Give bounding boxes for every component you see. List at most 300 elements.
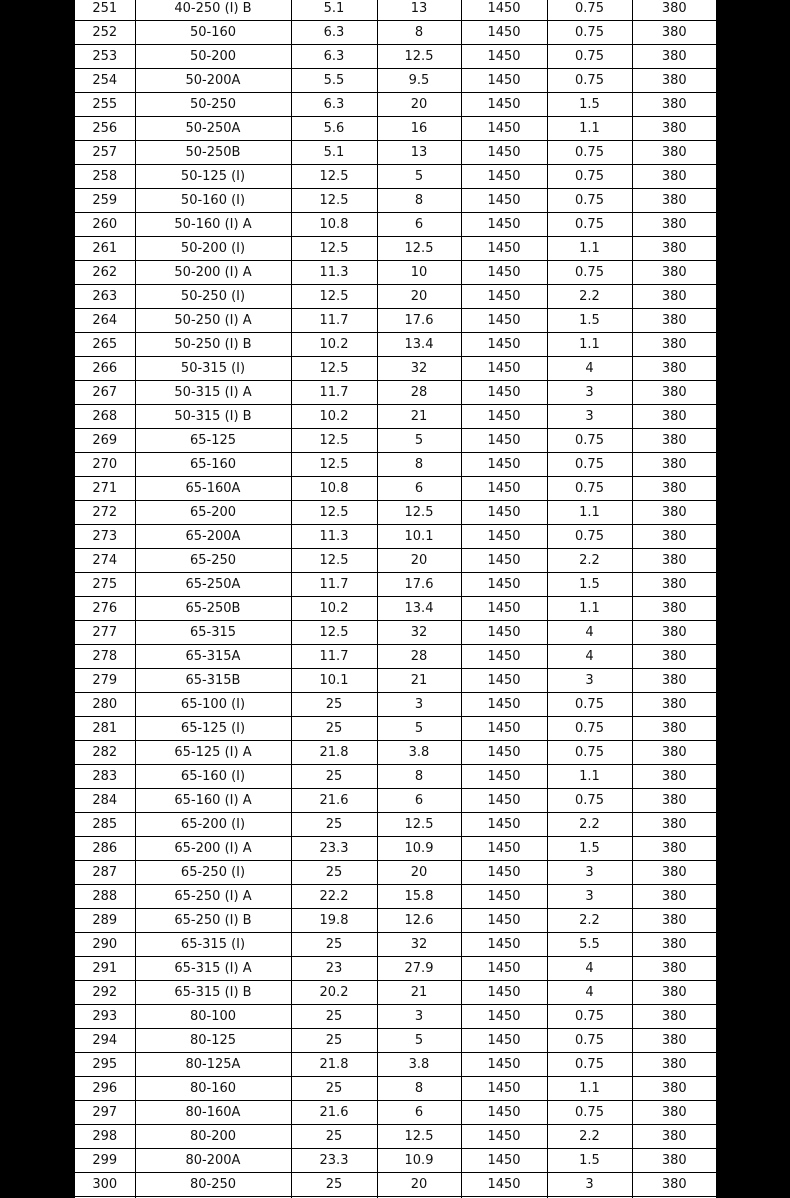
flow-cell: 19.8 xyxy=(291,909,377,933)
speed-cell: 1450 xyxy=(461,837,547,861)
speed-cell: 1450 xyxy=(461,981,547,1005)
flow-cell: 11.7 xyxy=(291,381,377,405)
head-cell: 15.8 xyxy=(377,885,461,909)
model-cell: 65-160 (I) xyxy=(135,765,291,789)
speed-cell: 1450 xyxy=(461,597,547,621)
row-number-cell: 300 xyxy=(75,1173,135,1197)
voltage-cell: 380 xyxy=(632,213,716,237)
voltage-cell: 380 xyxy=(632,93,716,117)
row-number-cell: 265 xyxy=(75,333,135,357)
speed-cell: 1450 xyxy=(461,957,547,981)
head-cell: 8 xyxy=(377,1077,461,1101)
table-row xyxy=(75,1101,716,1125)
table-row xyxy=(75,1077,716,1101)
model-cell: 65-315 xyxy=(135,621,291,645)
flow-cell: 12.5 xyxy=(291,453,377,477)
power-cell: 0.75 xyxy=(547,525,632,549)
flow-cell: 25 xyxy=(291,1173,377,1197)
flow-cell: 21.8 xyxy=(291,1053,377,1077)
head-cell: 20 xyxy=(377,1173,461,1197)
power-cell: 1.5 xyxy=(547,93,632,117)
speed-cell: 1450 xyxy=(461,645,547,669)
power-cell: 1.1 xyxy=(547,237,632,261)
table-row xyxy=(75,1173,716,1197)
power-cell: 4 xyxy=(547,357,632,381)
flow-cell: 12.5 xyxy=(291,285,377,309)
model-cell: 50-250 xyxy=(135,93,291,117)
head-cell: 6 xyxy=(377,789,461,813)
speed-cell: 1450 xyxy=(461,549,547,573)
spec-sheet xyxy=(75,0,716,1198)
row-number-cell: 282 xyxy=(75,741,135,765)
head-cell: 5 xyxy=(377,429,461,453)
voltage-cell: 380 xyxy=(632,525,716,549)
row-number-cell: 272 xyxy=(75,501,135,525)
voltage-cell: 380 xyxy=(632,237,716,261)
head-cell: 3.8 xyxy=(377,1053,461,1077)
voltage-cell: 380 xyxy=(632,981,716,1005)
power-cell: 0.75 xyxy=(547,45,632,69)
row-number-cell: 279 xyxy=(75,669,135,693)
flow-cell: 25 xyxy=(291,717,377,741)
speed-cell: 1450 xyxy=(461,861,547,885)
power-cell: 1.5 xyxy=(547,573,632,597)
voltage-cell: 380 xyxy=(632,69,716,93)
voltage-cell: 380 xyxy=(632,1173,716,1197)
model-cell: 65-315 (I) A xyxy=(135,957,291,981)
model-cell: 65-250 (I) B xyxy=(135,909,291,933)
power-cell: 3 xyxy=(547,1173,632,1197)
power-cell: 0.75 xyxy=(547,429,632,453)
head-cell: 3 xyxy=(377,1005,461,1029)
voltage-cell: 380 xyxy=(632,1101,716,1125)
speed-cell: 1450 xyxy=(461,45,547,69)
head-cell: 16 xyxy=(377,117,461,141)
head-cell: 27.9 xyxy=(377,957,461,981)
model-cell: 50-160 (I) xyxy=(135,189,291,213)
head-cell: 12.5 xyxy=(377,1125,461,1149)
model-cell: 65-250A xyxy=(135,573,291,597)
voltage-cell: 380 xyxy=(632,837,716,861)
speed-cell: 1450 xyxy=(461,885,547,909)
flow-cell: 25 xyxy=(291,813,377,837)
voltage-cell: 380 xyxy=(632,645,716,669)
flow-cell: 21.6 xyxy=(291,1101,377,1125)
power-cell: 3 xyxy=(547,885,632,909)
flow-cell: 11.7 xyxy=(291,573,377,597)
voltage-cell: 380 xyxy=(632,1077,716,1101)
speed-cell: 1450 xyxy=(461,237,547,261)
voltage-cell: 380 xyxy=(632,909,716,933)
flow-cell: 11.7 xyxy=(291,645,377,669)
power-cell: 3 xyxy=(547,405,632,429)
row-number-cell: 263 xyxy=(75,285,135,309)
flow-cell: 12.5 xyxy=(291,429,377,453)
speed-cell: 1450 xyxy=(461,261,547,285)
flow-cell: 11.3 xyxy=(291,525,377,549)
power-cell: 1.1 xyxy=(547,765,632,789)
row-number-cell: 267 xyxy=(75,381,135,405)
speed-cell: 1450 xyxy=(461,405,547,429)
flow-cell: 12.5 xyxy=(291,501,377,525)
speed-cell: 1450 xyxy=(461,1149,547,1173)
power-cell: 3 xyxy=(547,669,632,693)
head-cell: 32 xyxy=(377,357,461,381)
voltage-cell: 380 xyxy=(632,405,716,429)
row-number-cell: 297 xyxy=(75,1101,135,1125)
voltage-cell: 380 xyxy=(632,621,716,645)
power-cell: 2.2 xyxy=(547,909,632,933)
speed-cell: 1450 xyxy=(461,333,547,357)
flow-cell: 10.2 xyxy=(291,405,377,429)
speed-cell: 1450 xyxy=(461,669,547,693)
model-cell: 50-250 (I) A xyxy=(135,309,291,333)
power-cell: 5.5 xyxy=(547,933,632,957)
table-row xyxy=(75,69,716,93)
head-cell: 13.4 xyxy=(377,333,461,357)
power-cell: 0.75 xyxy=(547,453,632,477)
head-cell: 21 xyxy=(377,981,461,1005)
model-cell: 65-125 (I) A xyxy=(135,741,291,765)
row-number-cell: 295 xyxy=(75,1053,135,1077)
head-cell: 20 xyxy=(377,549,461,573)
table-row xyxy=(75,1029,716,1053)
table-row xyxy=(75,237,716,261)
flow-cell: 12.5 xyxy=(291,549,377,573)
flow-cell: 10.1 xyxy=(291,669,377,693)
flow-cell: 12.5 xyxy=(291,357,377,381)
table-row xyxy=(75,837,716,861)
flow-cell: 25 xyxy=(291,861,377,885)
flow-cell: 25 xyxy=(291,693,377,717)
head-cell: 9.5 xyxy=(377,69,461,93)
speed-cell: 1450 xyxy=(461,813,547,837)
voltage-cell: 380 xyxy=(632,333,716,357)
pump-spec-table-body xyxy=(75,0,716,1198)
voltage-cell: 380 xyxy=(632,573,716,597)
speed-cell: 1450 xyxy=(461,141,547,165)
voltage-cell: 380 xyxy=(632,669,716,693)
flow-cell: 12.5 xyxy=(291,165,377,189)
speed-cell: 1450 xyxy=(461,381,547,405)
head-cell: 13.4 xyxy=(377,597,461,621)
speed-cell: 1450 xyxy=(461,1029,547,1053)
flow-cell: 11.3 xyxy=(291,261,377,285)
table-row xyxy=(75,981,716,1005)
model-cell: 50-125 (I) xyxy=(135,165,291,189)
table-row xyxy=(75,93,716,117)
model-cell: 50-200 (I) A xyxy=(135,261,291,285)
table-row xyxy=(75,189,716,213)
row-number-cell: 281 xyxy=(75,717,135,741)
table-row xyxy=(75,477,716,501)
table-row xyxy=(75,1149,716,1173)
speed-cell: 1450 xyxy=(461,1077,547,1101)
voltage-cell: 380 xyxy=(632,165,716,189)
voltage-cell: 380 xyxy=(632,357,716,381)
model-cell: 65-250 (I) A xyxy=(135,885,291,909)
speed-cell: 1450 xyxy=(461,933,547,957)
voltage-cell: 380 xyxy=(632,141,716,165)
power-cell: 0.75 xyxy=(547,261,632,285)
speed-cell: 1450 xyxy=(461,765,547,789)
speed-cell: 1450 xyxy=(461,1053,547,1077)
power-cell: 0.75 xyxy=(547,21,632,45)
table-row xyxy=(75,525,716,549)
voltage-cell: 380 xyxy=(632,285,716,309)
speed-cell: 1450 xyxy=(461,525,547,549)
model-cell: 50-160 xyxy=(135,21,291,45)
model-cell: 80-125A xyxy=(135,1053,291,1077)
table-row xyxy=(75,597,716,621)
speed-cell: 1450 xyxy=(461,741,547,765)
model-cell: 80-250 xyxy=(135,1173,291,1197)
speed-cell: 1450 xyxy=(461,1101,547,1125)
row-number-cell: 283 xyxy=(75,765,135,789)
speed-cell: 1450 xyxy=(461,1125,547,1149)
row-number-cell: 266 xyxy=(75,357,135,381)
flow-cell: 25 xyxy=(291,1029,377,1053)
voltage-cell: 380 xyxy=(632,861,716,885)
row-number-cell: 285 xyxy=(75,813,135,837)
model-cell: 65-315A xyxy=(135,645,291,669)
power-cell: 1.5 xyxy=(547,1149,632,1173)
model-cell: 50-200 xyxy=(135,45,291,69)
table-row xyxy=(75,453,716,477)
table-row xyxy=(75,885,716,909)
speed-cell: 1450 xyxy=(461,0,547,21)
power-cell: 0.75 xyxy=(547,165,632,189)
flow-cell: 5.5 xyxy=(291,69,377,93)
speed-cell: 1450 xyxy=(461,69,547,93)
voltage-cell: 380 xyxy=(632,261,716,285)
model-cell: 80-200 xyxy=(135,1125,291,1149)
voltage-cell: 380 xyxy=(632,957,716,981)
row-number-cell: 280 xyxy=(75,693,135,717)
voltage-cell: 380 xyxy=(632,1005,716,1029)
flow-cell: 22.2 xyxy=(291,885,377,909)
row-number-cell: 255 xyxy=(75,93,135,117)
table-row xyxy=(75,1125,716,1149)
voltage-cell: 380 xyxy=(632,429,716,453)
head-cell: 3 xyxy=(377,693,461,717)
voltage-cell: 380 xyxy=(632,1125,716,1149)
table-row xyxy=(75,669,716,693)
head-cell: 6 xyxy=(377,1101,461,1125)
model-cell: 65-160A xyxy=(135,477,291,501)
power-cell: 1.1 xyxy=(547,117,632,141)
row-number-cell: 257 xyxy=(75,141,135,165)
head-cell: 20 xyxy=(377,285,461,309)
table-row xyxy=(75,741,716,765)
table-row xyxy=(75,117,716,141)
row-number-cell: 294 xyxy=(75,1029,135,1053)
table-row xyxy=(75,1053,716,1077)
voltage-cell: 380 xyxy=(632,597,716,621)
head-cell: 8 xyxy=(377,765,461,789)
model-cell: 80-100 xyxy=(135,1005,291,1029)
model-cell: 80-160A xyxy=(135,1101,291,1125)
power-cell: 1.1 xyxy=(547,1077,632,1101)
table-row xyxy=(75,645,716,669)
head-cell: 5 xyxy=(377,1029,461,1053)
row-number-cell: 274 xyxy=(75,549,135,573)
table-row xyxy=(75,573,716,597)
speed-cell: 1450 xyxy=(461,285,547,309)
flow-cell: 25 xyxy=(291,1077,377,1101)
model-cell: 65-315B xyxy=(135,669,291,693)
power-cell: 2.2 xyxy=(547,1125,632,1149)
table-row xyxy=(75,309,716,333)
power-cell: 0.75 xyxy=(547,1053,632,1077)
table-row xyxy=(75,141,716,165)
power-cell: 0.75 xyxy=(547,717,632,741)
power-cell: 4 xyxy=(547,621,632,645)
table-row xyxy=(75,213,716,237)
model-cell: 50-200A xyxy=(135,69,291,93)
model-cell: 50-250B xyxy=(135,141,291,165)
head-cell: 13 xyxy=(377,0,461,21)
model-cell: 65-125 xyxy=(135,429,291,453)
table-row xyxy=(75,933,716,957)
flow-cell: 10.8 xyxy=(291,477,377,501)
speed-cell: 1450 xyxy=(461,213,547,237)
voltage-cell: 380 xyxy=(632,0,716,21)
flow-cell: 6.3 xyxy=(291,45,377,69)
voltage-cell: 380 xyxy=(632,477,716,501)
voltage-cell: 380 xyxy=(632,453,716,477)
row-number-cell: 292 xyxy=(75,981,135,1005)
speed-cell: 1450 xyxy=(461,717,547,741)
table-row xyxy=(75,357,716,381)
voltage-cell: 380 xyxy=(632,1149,716,1173)
power-cell: 0.75 xyxy=(547,477,632,501)
head-cell: 20 xyxy=(377,93,461,117)
row-number-cell: 288 xyxy=(75,885,135,909)
table-row xyxy=(75,333,716,357)
model-cell: 50-315 (I) A xyxy=(135,381,291,405)
table-row xyxy=(75,549,716,573)
model-cell: 65-200A xyxy=(135,525,291,549)
row-number-cell: 276 xyxy=(75,597,135,621)
pump-spec-table xyxy=(75,0,716,1198)
flow-cell: 12.5 xyxy=(291,237,377,261)
row-number-cell: 256 xyxy=(75,117,135,141)
head-cell: 12.5 xyxy=(377,501,461,525)
voltage-cell: 380 xyxy=(632,717,716,741)
row-number-cell: 259 xyxy=(75,189,135,213)
model-cell: 65-160 xyxy=(135,453,291,477)
power-cell: 0.75 xyxy=(547,693,632,717)
table-row xyxy=(75,381,716,405)
table-row xyxy=(75,405,716,429)
model-cell: 50-200 (I) xyxy=(135,237,291,261)
row-number-cell: 260 xyxy=(75,213,135,237)
power-cell: 1.5 xyxy=(547,837,632,861)
power-cell: 4 xyxy=(547,645,632,669)
table-row xyxy=(75,501,716,525)
voltage-cell: 380 xyxy=(632,885,716,909)
table-row xyxy=(75,861,716,885)
flow-cell: 10.8 xyxy=(291,213,377,237)
speed-cell: 1450 xyxy=(461,621,547,645)
power-cell: 1.1 xyxy=(547,501,632,525)
power-cell: 3 xyxy=(547,861,632,885)
model-cell: 50-250 (I) B xyxy=(135,333,291,357)
voltage-cell: 380 xyxy=(632,309,716,333)
row-number-cell: 284 xyxy=(75,789,135,813)
voltage-cell: 380 xyxy=(632,381,716,405)
voltage-cell: 380 xyxy=(632,765,716,789)
voltage-cell: 380 xyxy=(632,741,716,765)
speed-cell: 1450 xyxy=(461,117,547,141)
speed-cell: 1450 xyxy=(461,789,547,813)
model-cell: 50-160 (I) A xyxy=(135,213,291,237)
row-number-cell: 268 xyxy=(75,405,135,429)
head-cell: 6 xyxy=(377,213,461,237)
model-cell: 80-160 xyxy=(135,1077,291,1101)
row-number-cell: 271 xyxy=(75,477,135,501)
voltage-cell: 380 xyxy=(632,789,716,813)
speed-cell: 1450 xyxy=(461,93,547,117)
speed-cell: 1450 xyxy=(461,357,547,381)
row-number-cell: 296 xyxy=(75,1077,135,1101)
head-cell: 5 xyxy=(377,165,461,189)
head-cell: 13 xyxy=(377,141,461,165)
speed-cell: 1450 xyxy=(461,1005,547,1029)
flow-cell: 23.3 xyxy=(291,837,377,861)
voltage-cell: 380 xyxy=(632,549,716,573)
model-cell: 65-200 xyxy=(135,501,291,525)
head-cell: 3.8 xyxy=(377,741,461,765)
row-number-cell: 252 xyxy=(75,21,135,45)
table-row xyxy=(75,429,716,453)
voltage-cell: 380 xyxy=(632,117,716,141)
voltage-cell: 380 xyxy=(632,693,716,717)
head-cell: 10.9 xyxy=(377,837,461,861)
row-number-cell: 253 xyxy=(75,45,135,69)
row-number-cell: 293 xyxy=(75,1005,135,1029)
head-cell: 32 xyxy=(377,933,461,957)
power-cell: 0.75 xyxy=(547,1029,632,1053)
head-cell: 10 xyxy=(377,261,461,285)
model-cell: 65-200 (I) xyxy=(135,813,291,837)
power-cell: 0.75 xyxy=(547,1101,632,1125)
head-cell: 12.6 xyxy=(377,909,461,933)
row-number-cell: 258 xyxy=(75,165,135,189)
power-cell: 2.2 xyxy=(547,549,632,573)
speed-cell: 1450 xyxy=(461,429,547,453)
head-cell: 12.5 xyxy=(377,813,461,837)
row-number-cell: 269 xyxy=(75,429,135,453)
flow-cell: 6.3 xyxy=(291,93,377,117)
model-cell: 50-250 (I) xyxy=(135,285,291,309)
power-cell: 0.75 xyxy=(547,189,632,213)
power-cell: 0.75 xyxy=(547,213,632,237)
table-row xyxy=(75,0,716,21)
row-number-cell: 290 xyxy=(75,933,135,957)
table-row xyxy=(75,165,716,189)
voltage-cell: 380 xyxy=(632,813,716,837)
table-row xyxy=(75,45,716,69)
row-number-cell: 291 xyxy=(75,957,135,981)
speed-cell: 1450 xyxy=(461,189,547,213)
model-cell: 80-125 xyxy=(135,1029,291,1053)
power-cell: 2.2 xyxy=(547,813,632,837)
flow-cell: 10.2 xyxy=(291,333,377,357)
table-row xyxy=(75,285,716,309)
head-cell: 10.9 xyxy=(377,1149,461,1173)
